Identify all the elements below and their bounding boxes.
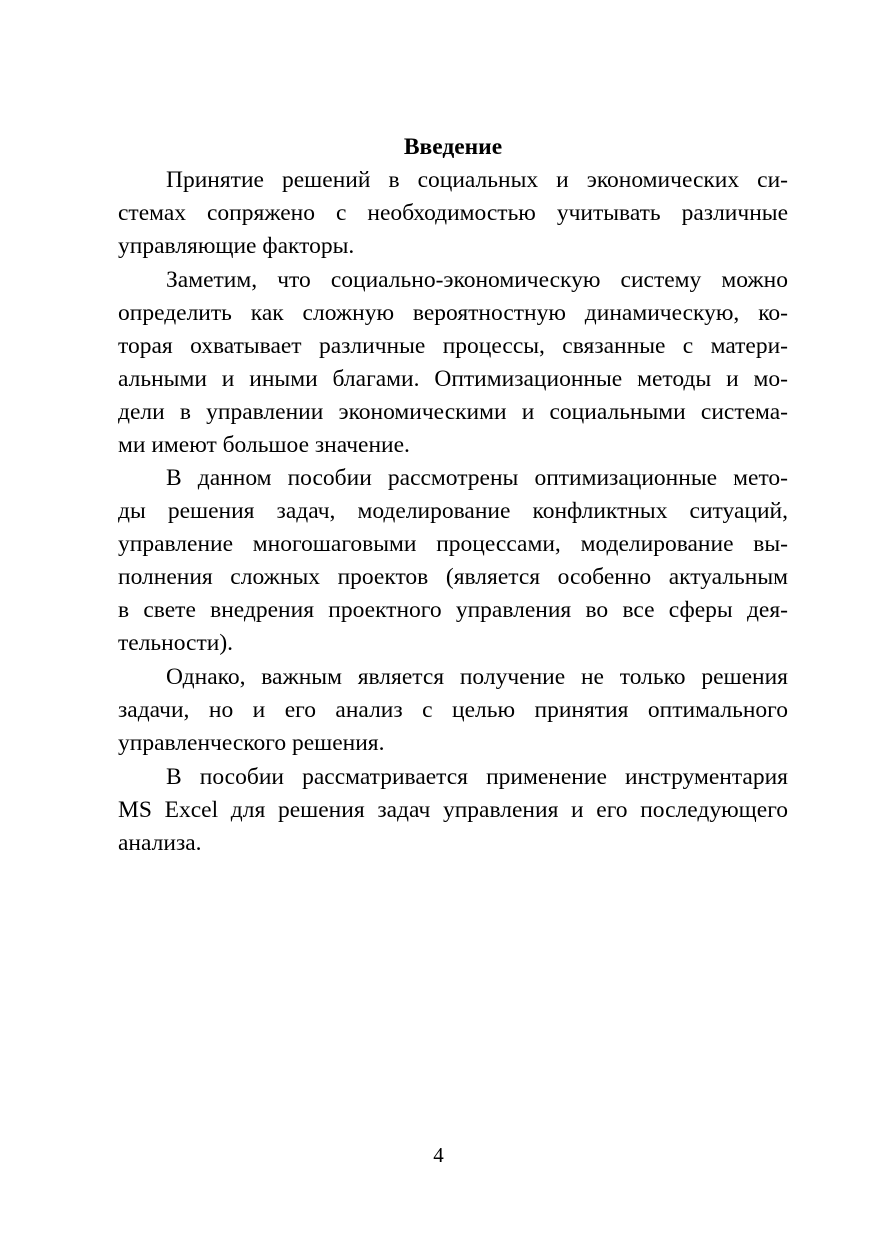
- paragraph-line: определить как сложную вероятностную динамическую, ко-: [118, 299, 788, 326]
- paragraph-line: Принятие решений в социальных и экономических си-: [166, 167, 788, 193]
- paragraph-5: [118, 761, 788, 860]
- paragraph-line: задачи, но и его анализ с целью принятия оптимального: [118, 697, 788, 724]
- paragraph-line: ды решения задач, моделирование конфликтных ситуаций,: [118, 498, 788, 525]
- paragraph-line: управленческого решения.: [118, 730, 385, 757]
- paragraph-3: [118, 462, 788, 660]
- paragraph-line: полнения сложных проектов (является особенно актуальным: [118, 564, 788, 591]
- paragraph-1: [118, 164, 788, 263]
- page-title: Введение: [403, 134, 503, 160]
- paragraph-4: [118, 661, 788, 760]
- paragraph-line: В данном пособии рассмотрены оптимизационные мето-: [166, 465, 788, 492]
- paragraph-line: ми имеют большое значение.: [118, 431, 410, 458]
- paragraph-line: стемах сопряжено с необходимостью учитывать различные: [118, 200, 788, 226]
- paragraph-line: торая охватывает различные процессы, связанные с матери-: [118, 332, 788, 359]
- paragraph-line: Однако, важным является получение не только решения: [166, 664, 788, 691]
- paragraph-2: [118, 264, 788, 462]
- paragraph-line: в свете внедрения проектного управления во все сферы дея-: [118, 597, 788, 624]
- paragraph-line: альными и иными благами. Оптимизационные методы и мо-: [118, 365, 788, 392]
- paragraph-line: дели в управлении экономическими и социальными система-: [118, 398, 788, 425]
- body-text: [118, 164, 788, 860]
- paragraph-line: MS Excel для решения задач управления и его последующего: [118, 796, 788, 823]
- paragraph-line: управляющие факторы.: [118, 233, 355, 259]
- page-number: 4: [433, 1143, 444, 1167]
- paragraph-line: тельности).: [118, 630, 234, 657]
- paragraph-line: Заметим, что социально-экономическую систему можно: [166, 266, 788, 293]
- paragraph-line: управление многошаговыми процессами, моделирование вы-: [118, 531, 788, 558]
- paragraph-line: анализа.: [118, 829, 202, 856]
- paragraph-line: В пособии рассматривается применение инструментария: [166, 763, 788, 790]
